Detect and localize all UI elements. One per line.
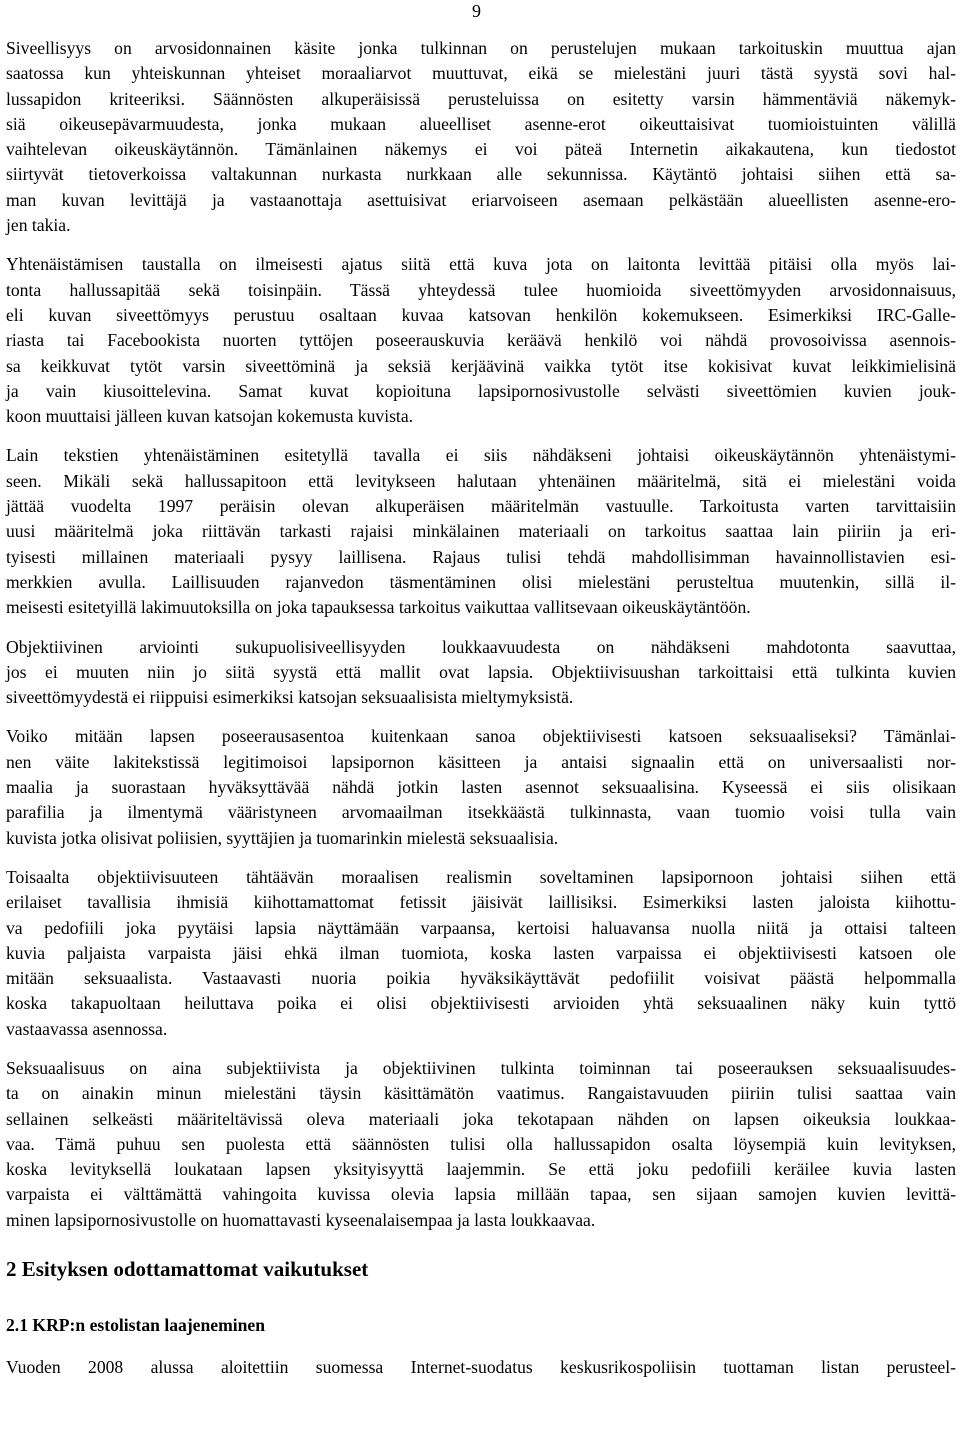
paragraphs	[6, 36, 956, 1233]
paragraph-line: man kuvan levittäjä ja vastaanottaja asettuisivat eriarvoiseen asemaan pelkästään alueellisten asenne-ero-	[6, 189, 956, 210]
section-heading: 2 Esityksen odottamattomat vaikutukset	[6, 1257, 369, 1282]
paragraph-line: nen väite lakitekstissä legitimoisoi lapsipornon käsitteen ja antaisi signaalin että on universaalisti nor-	[6, 751, 956, 772]
paragraph-line: saatossa kun yhteiskunnan yhteiset moraaliarvot muuttuvat, eikä se mielestäni juuri tästä syystä sovi hal-	[6, 63, 956, 84]
paragraph	[6, 1056, 956, 1233]
paragraph-line: siirtyvät tietoverkoissa valtakunnan nurkasta nurkkaan alle sekunnissa. Käytäntö johtaisi siihen että sa-	[6, 164, 956, 185]
paragraph-line: parafilia ja ilmentymä vääristyneen arvomaailman itsekkäästä tulkinnasta, vaan tuomio voisi tulla vain	[6, 802, 956, 823]
paragraph-line: siä oikeusepävarmuudesta, jonka mukaan alueelliset asenne-erot oikeuttaisivat tuomioistuinten välillä	[6, 113, 956, 134]
paragraph-line: eli kuvan siveettömyys perustuu osaltaan kuvaa katsovan henkilön kokemukseen. Esimerkiksi IRC-Galle-	[6, 304, 956, 325]
paragraph-line: sellainen selkeästi määriteltävissä oleva materiaali joka tekotapaan nähden on lapsen oikeuksia loukkaa-	[6, 1108, 956, 1129]
paragraph	[6, 252, 956, 429]
document-body	[6, 36, 956, 1394]
paragraph-line: erilaiset tavallisia ihmisiä kiihottamattomat fetissit jäisivät laillisiksi. Esimerkiksi lasten jaloista kiihottu-	[6, 892, 956, 913]
paragraph-line: Vuoden 2008 alussa aloitettiin suomessa Internet-suodatus keskusrikospoliisin tuottaman listan perusteel-	[6, 1357, 956, 1378]
paragraph-line: ja vain kiusoittelevina. Samat kuvat kopioituna lapsipornosivustolle selvästi siveettömien kuvien jouk-	[6, 380, 956, 401]
paragraph-line: seen. Mikäli sekä hallussapitoon että levitykseen halutaan yhtenäinen määritelmä, sitä ei mielestäni voida	[6, 470, 956, 491]
paragraph-line: Objektiivinen arviointi sukupuolisiveellisyyden loukkaavuudesta on nähdäkseni mahdotonta saavuttaa,	[6, 636, 956, 657]
paragraph-line: tyisesti millainen materiaali pysyy laillisena. Rajaus tulisi tehdä mahdollisimman havainnollistavien esi-	[6, 546, 956, 567]
subsection-heading: 2.1 KRP:n estolistan laajeneminen	[6, 1315, 266, 1336]
paragraph-final	[6, 1355, 956, 1380]
paragraph-line: mitään seksuaalista. Vastaavasti nuoria poikia hyväksikäyttävät pedofiilit voisivat päästä helpommalla	[6, 968, 956, 989]
paragraph-line: jen takia.	[6, 215, 71, 236]
paragraph-line: Yhtenäistämisen taustalla on ilmeisesti ajatus siitä että kuva jota on laitonta levittää pitäisi olla myös lai-	[6, 254, 956, 275]
paragraph-line: koska levityksellä loukataan lapsen yksityisyyttä laajemmin. Se että joku pedofiili keräilee kuvia lasten	[6, 1159, 956, 1180]
paragraph-line: jos ei muuten niin jo siitä syystä että mallit ovat lapsia. Objektiivisuushan tarkoittaisi että tulkinta kuvien	[6, 661, 956, 682]
page-number: 9	[472, 1, 481, 21]
paragraph-line: koon muuttaisi jälleen kuvan katsojan kokemusta kuvista.	[6, 406, 414, 427]
paragraph-line: minen lapsipornosivustolle on huomattavasti kyseenalaisempaa ja lasta loukkaavaa.	[6, 1209, 596, 1230]
paragraph-line: merkkien avulla. Laillisuuden rajanvedon täsmentäminen olisi mielestäni perusteltua muutenkin, sillä il-	[6, 571, 956, 592]
paragraph-line: vaa. Tämä puhuu sen puolesta että säännösten tulisi olla hallussapidon osalta löysempiä kuin levityksen,	[6, 1133, 956, 1154]
paragraph-line: tonta hallussapitää sekä toisinpäin. Tässä yhteydessä tulee huomioida siveettömyyden arvosidonnaisuus,	[6, 279, 956, 300]
paragraph	[6, 635, 956, 711]
paragraph-line: kuvista jotka olisivat poliisien, syyttäjien ja tuomarinkin mielestä seksuaalisia.	[6, 827, 559, 848]
paragraph-line: Toisaalta objektiivisuuteen tähtäävän moraalisen realismin soveltaminen lapsipornoon johtaisi siihen että	[6, 866, 956, 887]
paragraph-line: ta on ainakin minun mielestäni täysin käsittämätön vaatimus. Rangaistavuuden piiriin tulisi saattaa vain	[6, 1083, 956, 1104]
paragraph-line: koska takapuoltaan heiluttava poika ei olisi objektiivisesti arvioiden yhtä seksuaalinen näky kuin tyttö	[6, 993, 956, 1014]
paragraph	[6, 443, 956, 620]
paragraph-line: meisesti esitetyillä lakimuutoksilla on joka tapauksessa tarkoitus vaikuttaa vallitsevaan oikeuskäytäntöön.	[6, 597, 751, 618]
paragraph-line: sa keikkuvat tytöt varsin siveettöminä ja seksiä kerjäävinä vaikka tytöt itse kokisivat kuvat leikkimielisinä	[6, 355, 956, 376]
paragraph-line: jättää vuodelta 1997 peräisin olevan alkuperäisen määritelmän vastuulle. Tarkoitusta varten tarvittaisiin	[6, 496, 956, 517]
paragraph-line: kuvia paljaista varpaista jäisi ehkä ilman tuomiota, koska lasten varpaissa ei objektiivisesti katsoen ole	[6, 942, 956, 963]
paragraph-line: lussapidon kriteeriksi. Säännösten alkuperäisissä perusteluissa on esitetty varsin hämmentäviä näkemyk-	[6, 88, 956, 109]
paragraph-line: vastaavassa asennossa.	[6, 1018, 168, 1039]
paragraph-line: siveettömyydestä ei riippuisi esimerkiksi katsojan seksuaalisista mieltymyksistä.	[6, 687, 574, 708]
paragraph-line: uusi määritelmä joka riittävän tarkasti rajaisi minkälainen materiaali on tarkoitus saattaa lain piiriin ja eri-	[6, 521, 956, 542]
paragraph	[6, 865, 956, 1042]
paragraph-line: va pedofiili joka pyytäisi lapsia näyttämään varpaansa, kertoisi haluavansa nuolla niitä ja ottaisi talteen	[6, 917, 956, 938]
paragraph-line: Lain tekstien yhtenäistäminen esitetyllä tavalla ei siis nähdäkseni johtaisi oikeuskäytännön yhtenäistymi-	[6, 445, 956, 466]
paragraph-line: varpaista ei välttämättä vahingoita kuvissa olevia lapsia millään tapaa, sen sijaan samojen kuvien levittä-	[6, 1184, 956, 1205]
paragraph-line: Voiko mitään lapsen poseerausasentoa kuitenkaan sanoa objektiivisesti katsoen seksuaaliseksi? Tämänlai-	[6, 726, 956, 747]
paragraph-line: riasta tai Facebookista nuorten tyttöjen poseerauskuvia keräävä henkilö voi nähdä provosoivissa asennois-	[6, 330, 956, 351]
paragraph-line: Siveellisyys on arvosidonnainen käsite jonka tulkinnan on perustelujen mukaan tarkoituskin muuttua ajan	[6, 38, 956, 58]
paragraph-line: Seksuaalisuus on aina subjektiivista ja objektiivinen tulkinta toiminnan tai poseerauksen seksuaalisuudes-	[6, 1057, 956, 1078]
paragraph	[6, 724, 956, 850]
paragraph-line: vaihtelevan oikeuskäytännön. Tämänlainen näkemys ei voi päteä Internetin aikakautena, kun tiedostot	[6, 139, 956, 160]
paragraph-line: maalia ja suorastaan hyväksyttävää nähdä jotkin lasten asennot seksuaalisina. Kyseessä ei siis olisikaan	[6, 777, 956, 798]
paragraph	[6, 36, 956, 238]
